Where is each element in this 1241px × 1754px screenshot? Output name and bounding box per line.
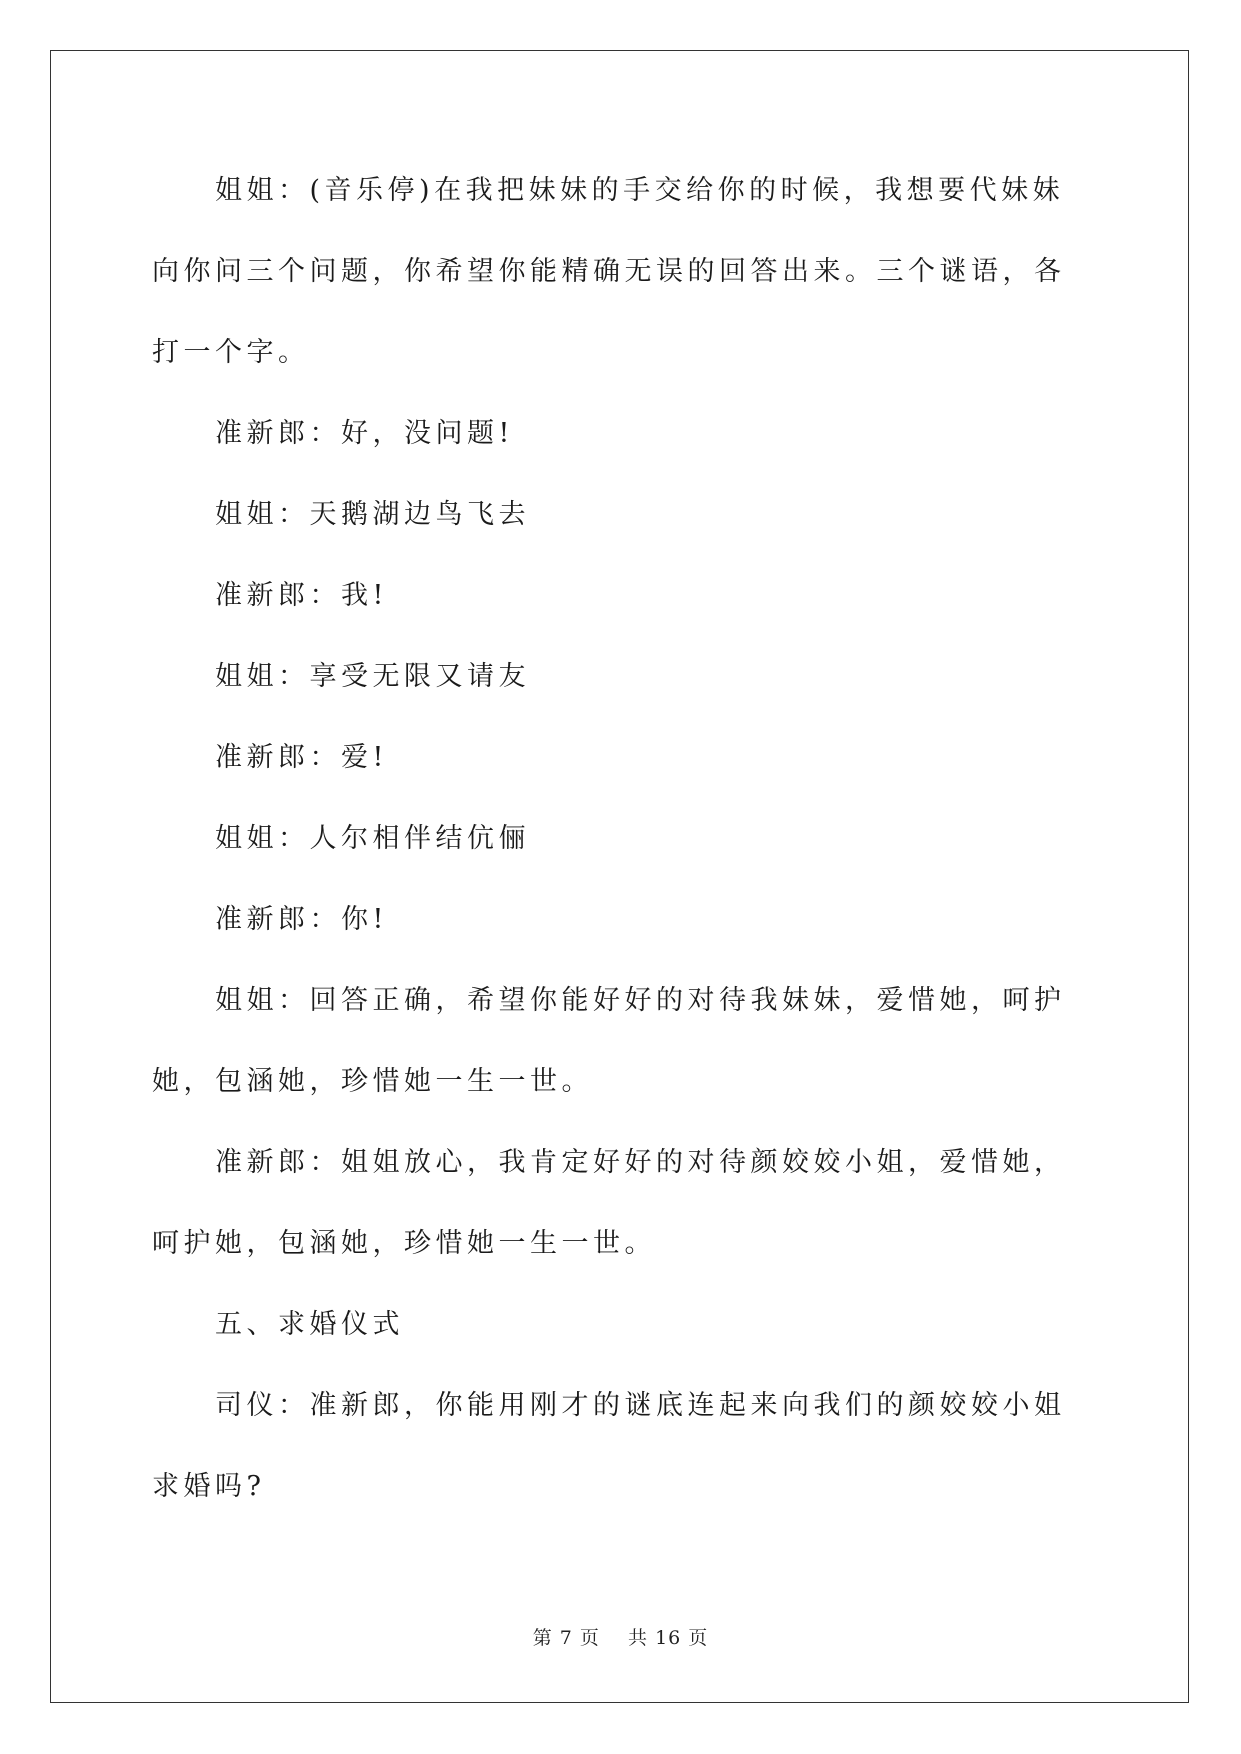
paragraph-riddle-2: 姐姐：享受无限又请友 <box>215 661 530 692</box>
paragraph-groom-promise: 准新郎：姐姐放心，我肯定好好的对待颜姣姣小姐，爱惜她，呵护她，包涵她，珍惜她一生一世。 <box>152 1147 1066 1259</box>
paragraph-answer-1: 准新郎：我! <box>215 580 388 611</box>
paragraph-riddle-1: 姐姐：天鹅湖边鸟飞去 <box>215 499 530 530</box>
page-number: 第 7 页 <box>532 1627 600 1649</box>
page-total: 共 16 页 <box>628 1627 709 1649</box>
paragraph-answer-3: 准新郎：你! <box>215 904 388 935</box>
section-heading-proposal: 五、求婚仪式 <box>215 1309 404 1340</box>
paragraph-riddle-3: 姐姐：人尔相伴结伉俪 <box>215 823 530 854</box>
paragraph-mc-question: 司仪：准新郎，你能用刚才的谜底连起来向我们的颜姣姣小姐求婚吗? <box>152 1390 1066 1502</box>
paragraph-sister-blessing: 姐姐：回答正确，希望你能好好的对待我妹妹，爱惜她，呵护她，包涵她，珍惜她一生一世。 <box>152 985 1066 1097</box>
document-body <box>152 150 1090 1527</box>
paragraph-answer-2: 准新郎：爱! <box>215 742 388 773</box>
page-footer <box>0 1623 1241 1650</box>
paragraph-riddle-intro: 姐姐：(音乐停)在我把妹妹的手交给你的时候，我想要代妹妹向你问三个问题，你希望你能精确无误的回答出来。三个谜语，各打一个字。 <box>152 175 1066 368</box>
paragraph-groom-agree: 准新郎：好，没问题! <box>215 418 514 449</box>
